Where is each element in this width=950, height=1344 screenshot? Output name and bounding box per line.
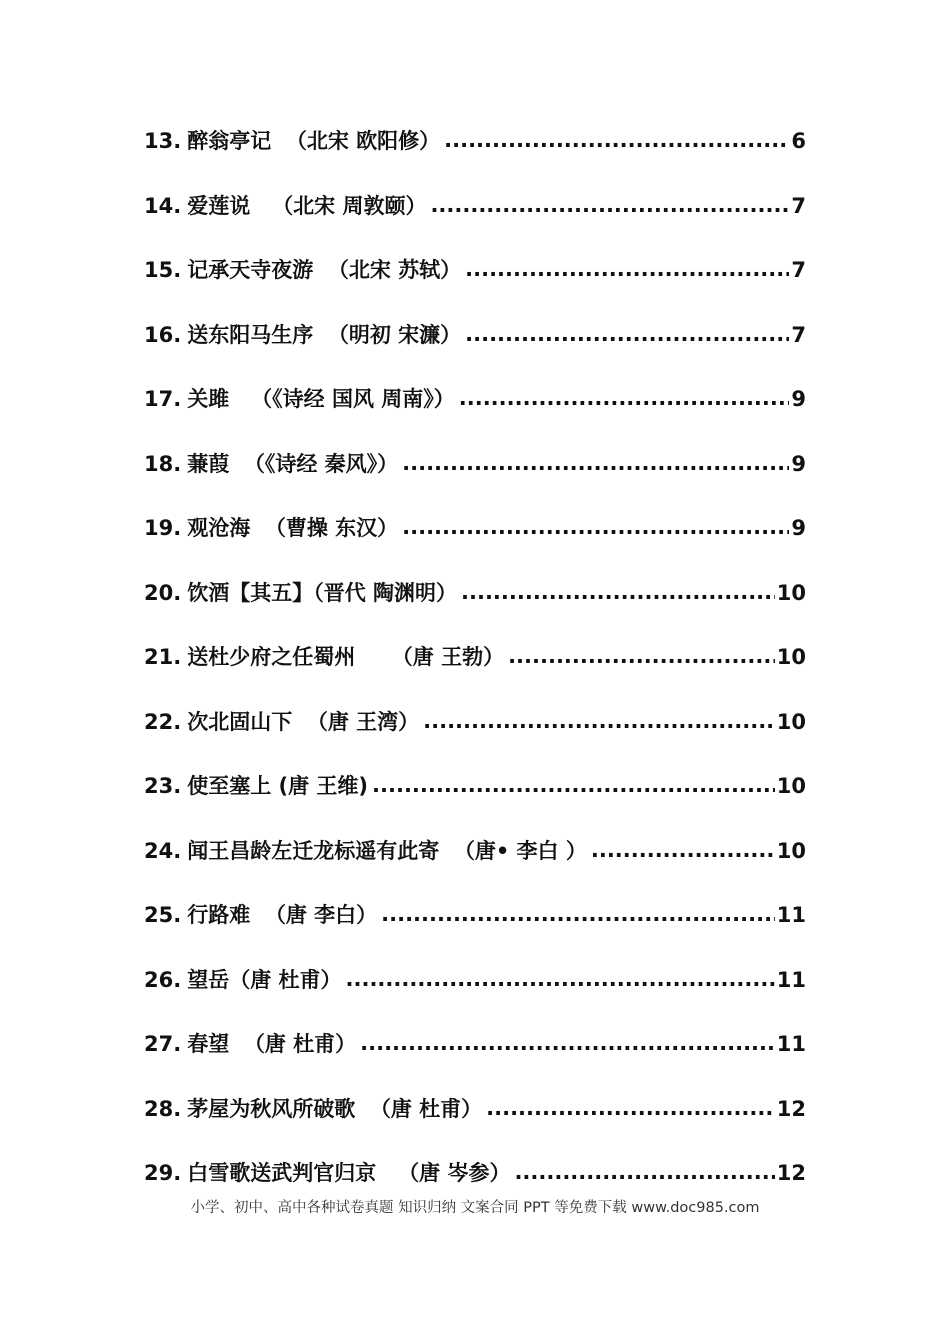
toc-entry-title: 爱莲说 （北宋 周敦颐） bbox=[187, 193, 427, 218]
toc-entry-page: 11 bbox=[776, 903, 806, 927]
toc-entry-page: 10 bbox=[776, 774, 806, 798]
toc-entry-number: 19. bbox=[144, 516, 182, 540]
toc-entry[interactable] bbox=[144, 767, 806, 832]
toc-entry-title: 送东阳马生序 （明初 宋濂） bbox=[187, 322, 462, 347]
toc-entry-title: 行路难 （唐 李白） bbox=[187, 903, 378, 927]
toc-entry[interactable] bbox=[144, 961, 806, 1026]
toc-entry-page: 9 bbox=[791, 516, 806, 540]
toc-entry[interactable] bbox=[144, 896, 806, 961]
toc-entry-page: 11 bbox=[776, 967, 806, 992]
toc-entry-number: 24. bbox=[144, 838, 182, 863]
toc-entry-title: 次北固山下 （唐 王湾） bbox=[187, 709, 420, 734]
dot-leader bbox=[346, 960, 775, 998]
dot-leader bbox=[402, 508, 789, 546]
toc-entry-number: 25. bbox=[144, 903, 182, 927]
toc-entry-title: 关雎 （《诗经 国风 周南》） bbox=[187, 387, 455, 411]
dot-leader bbox=[430, 186, 789, 224]
toc-entry[interactable] bbox=[144, 1025, 806, 1090]
toc-entry[interactable] bbox=[144, 445, 806, 510]
toc-entry-title: 白雪歌送武判官归京 （唐 岑参） bbox=[187, 1161, 511, 1185]
toc-entry-title: 送杜少府之任蜀州 （唐 王勃） bbox=[187, 645, 505, 669]
toc-entry-page: 12 bbox=[776, 1096, 806, 1121]
toc-entry-page: 12 bbox=[776, 1161, 806, 1185]
toc-entry-page: 10 bbox=[776, 645, 806, 669]
toc-entry[interactable] bbox=[144, 187, 806, 252]
page-footer: 小学、初中、高中各种试卷真题 知识归纳 文案合同 PPT 等免费下载 www.doc985.com bbox=[190, 1200, 760, 1216]
toc-entry-number: 17. bbox=[144, 387, 182, 411]
toc-entry-page: 9 bbox=[791, 451, 806, 476]
toc-entry-title: 使至塞上 (唐 王维) bbox=[187, 774, 369, 798]
toc-entry-number: 14. bbox=[144, 193, 182, 218]
dot-leader bbox=[514, 1153, 774, 1191]
dot-leader bbox=[402, 444, 789, 482]
dot-leader bbox=[444, 121, 789, 159]
toc-entry-page: 9 bbox=[791, 387, 806, 411]
dot-leader bbox=[360, 1024, 775, 1062]
toc-entry-title: 茅屋为秋风所破歌 （唐 杜甫） bbox=[187, 1096, 483, 1121]
dot-leader bbox=[486, 1089, 775, 1127]
toc-entry-page: 7 bbox=[791, 258, 806, 282]
toc-entry-page: 10 bbox=[776, 838, 806, 863]
dot-leader bbox=[459, 379, 790, 417]
toc-entry-title: 春望 （唐 杜甫） bbox=[187, 1032, 357, 1056]
toc-entry-page: 10 bbox=[776, 709, 806, 734]
toc-entry-page: 7 bbox=[791, 322, 806, 347]
toc-entry-number: 20. bbox=[144, 580, 182, 605]
toc-entry-number: 22. bbox=[144, 709, 182, 734]
toc-entry-number: 29. bbox=[144, 1161, 182, 1185]
toc-entry-number: 26. bbox=[144, 967, 182, 992]
dot-leader bbox=[372, 766, 775, 804]
toc-entry-page: 6 bbox=[791, 129, 806, 153]
toc-entry[interactable] bbox=[144, 1090, 806, 1155]
toc-entry[interactable] bbox=[144, 703, 806, 768]
toc-entry[interactable] bbox=[144, 251, 806, 316]
toc-entry-title: 闻王昌龄左迁龙标遥有此寄 （唐• 李白 ） bbox=[187, 838, 587, 863]
toc-entry[interactable] bbox=[144, 574, 806, 639]
toc-entry-page: 10 bbox=[776, 580, 806, 605]
table-of-contents bbox=[144, 122, 806, 1219]
toc-entry[interactable] bbox=[144, 380, 806, 445]
toc-entry[interactable] bbox=[144, 832, 806, 897]
toc-entry[interactable] bbox=[144, 638, 806, 703]
dot-leader bbox=[381, 895, 775, 933]
toc-entry-title: 记承天寺夜游 （北宋 苏轼） bbox=[187, 258, 462, 282]
dot-leader bbox=[423, 702, 775, 740]
toc-entry-number: 28. bbox=[144, 1096, 182, 1121]
toc-entry-page: 7 bbox=[791, 193, 806, 218]
dot-leader bbox=[465, 315, 789, 353]
toc-entry-page: 11 bbox=[776, 1032, 806, 1056]
toc-entry-number: 15. bbox=[144, 258, 182, 282]
toc-entry-title: 观沧海 （曹操 东汉） bbox=[187, 516, 399, 540]
dot-leader bbox=[465, 250, 789, 288]
toc-entry[interactable] bbox=[144, 122, 806, 187]
toc-entry[interactable] bbox=[144, 316, 806, 381]
toc-entry-number: 13. bbox=[144, 129, 182, 153]
toc-entry-number: 27. bbox=[144, 1032, 182, 1056]
dot-leader bbox=[461, 573, 775, 611]
toc-entry-number: 21. bbox=[144, 645, 182, 669]
dot-leader bbox=[508, 637, 775, 675]
toc-entry-number: 16. bbox=[144, 322, 182, 347]
toc-entry-title: 醉翁亭记 （北宋 欧阳修） bbox=[187, 129, 441, 153]
toc-entry-number: 23. bbox=[144, 774, 182, 798]
toc-entry-title: 望岳（唐 杜甫） bbox=[187, 967, 342, 992]
toc-entry-number: 18. bbox=[144, 451, 182, 476]
toc-entry-title: 蒹葭 （《诗经 秦风》） bbox=[187, 451, 399, 476]
toc-entry[interactable] bbox=[144, 509, 806, 574]
toc-entry-title: 饮酒【其五】（晋代 陶渊明） bbox=[187, 580, 458, 605]
dot-leader bbox=[591, 831, 775, 869]
